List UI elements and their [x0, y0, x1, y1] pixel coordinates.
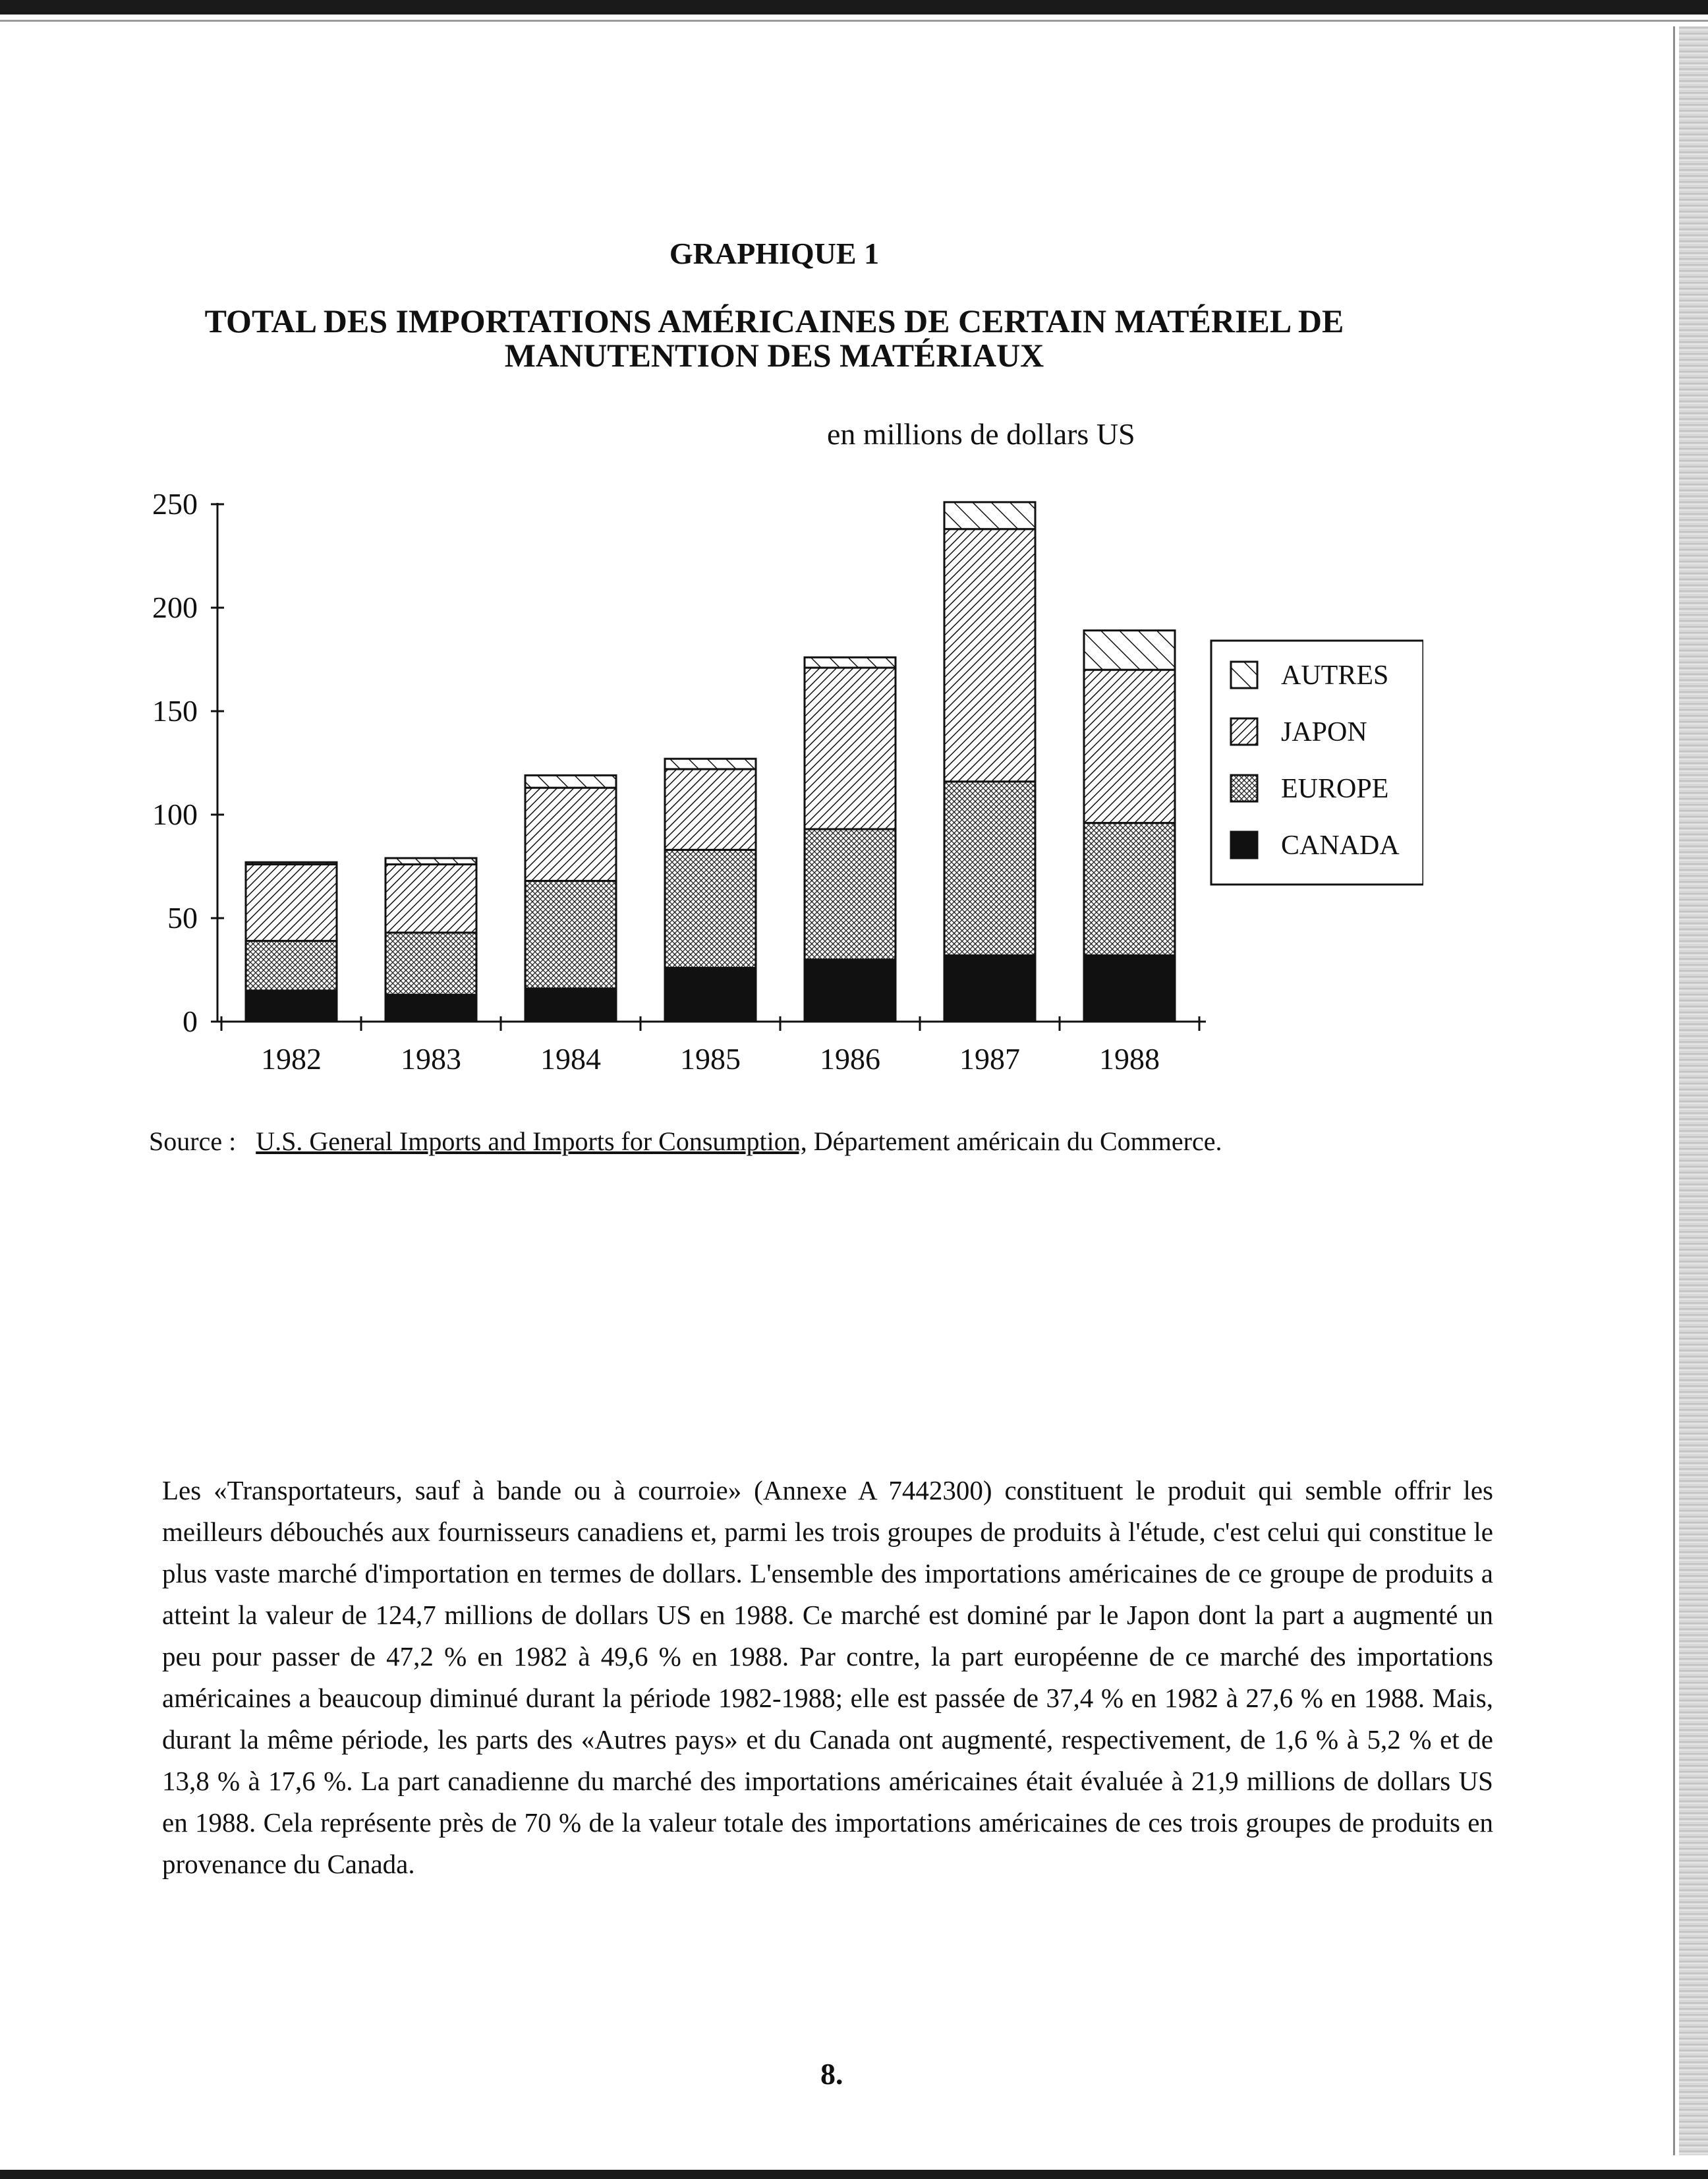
stacked-bar-chart: [119, 488, 1423, 1101]
bar-japon-1982: [246, 864, 337, 941]
bottom-border: [0, 2170, 1708, 2179]
bar-japon-1983: [385, 864, 476, 933]
legend-swatch-japon: [1231, 718, 1257, 745]
top-border-thin: [0, 20, 1708, 22]
legend-swatch-autres: [1231, 662, 1257, 688]
x-tick-label: 1984: [540, 1042, 601, 1076]
y-tick-label: 0: [183, 1004, 198, 1038]
y-tick-label: 250: [152, 488, 198, 521]
bar-canada-1984: [525, 989, 616, 1022]
chart-title-line-2: MANUTENTION DES MATÉRIAUX: [504, 337, 1044, 374]
x-tick-label: 1986: [820, 1042, 880, 1076]
graph-label: GRAPHIQUE 1: [669, 237, 880, 270]
bar-canada-1983: [385, 995, 476, 1022]
bar-japon-1984: [525, 788, 616, 881]
bar-autres-1985: [665, 759, 756, 769]
bar-autres-1987: [944, 502, 1035, 529]
x-tick-label: 1982: [261, 1042, 322, 1076]
page-number: 8.: [820, 2057, 843, 2091]
bar-europe-1983: [385, 933, 476, 995]
x-tick-label: 1985: [680, 1042, 741, 1076]
y-tick-label: 50: [167, 901, 198, 935]
legend-swatch-europe: [1231, 775, 1257, 801]
bar-europe-1988: [1084, 823, 1175, 956]
x-tick-label: 1988: [1099, 1042, 1160, 1076]
bar-europe-1986: [805, 829, 896, 960]
legend-label-japon: JAPON: [1281, 717, 1367, 747]
bar-japon-1987: [944, 529, 1035, 782]
y-tick-label: 150: [152, 694, 198, 728]
source-title: U.S. General Imports and Imports for Consumption,: [256, 1126, 807, 1156]
bar-autres-1984: [525, 775, 616, 788]
bar-autres-1983: [385, 858, 476, 864]
source-rest: Département américain du Commerce.: [813, 1126, 1222, 1156]
source-note: [149, 1126, 1222, 1157]
legend-label-autres: AUTRES: [1281, 660, 1389, 691]
units-label: en millions de dollars US: [827, 417, 1135, 451]
source-prefix: Source :: [149, 1126, 237, 1156]
scan-edge: [1679, 26, 1708, 2155]
chart-title-line-1: TOTAL DES IMPORTATIONS AMÉRICAINES DE CERTAIN MATÉRIEL DE: [204, 303, 1344, 339]
bar-canada-1987: [944, 956, 1035, 1022]
x-tick-label: 1983: [401, 1042, 461, 1076]
scan-edge-line: [1673, 26, 1675, 2155]
bar-canada-1985: [665, 968, 756, 1022]
body-paragraph: Les «Transportateurs, sauf à bande ou à courroie» (Annexe A 7442300) constituent le produit qui semble offrir les meilleurs débouchés aux fournisseurs canadiens et, parmi les trois groupes de produits à l'étude, c'est celui qui constitue le plus vaste marché d'importation en termes de dollars. L'ensemble des importations américaines de ce groupe de produits a atteint la valeur de 124,7 millions de dollars US en 1988. Ce marché est dominé par le Japon dont la part a augmenté un peu pour passer de 47,2 % en 1982 à 49,6 % en 1988. Par contre, la part européenne de ce marché des importations américaines a beaucoup diminué durant la période 1982-1988; elle est passée de 37,4 % en 1982 à 27,6 % en 1988. Mais, durant la même période, les parts des «Autres pays» et du Canada ont augmenté, respectivement, de 1,6 % à 5,2 % et de 13,8 % à 17,6 %. La part canadienne du marché des importations américaines était évaluée à 21,9 millions de dollars US en 1988. Cela représente près de 70 % de la valeur totale des importations américaines de ces trois groupes de produits en provenance du Canada.: [162, 1475, 1493, 1879]
bar-autres-1988: [1084, 631, 1175, 670]
legend-label-europe: EUROPE: [1281, 774, 1389, 804]
bar-europe-1984: [525, 881, 616, 988]
top-border: [0, 0, 1708, 15]
bar-europe-1985: [665, 850, 756, 968]
bar-canada-1986: [805, 960, 896, 1022]
bar-europe-1987: [944, 782, 1035, 956]
bar-canada-1988: [1084, 956, 1175, 1022]
y-tick-label: 200: [152, 591, 198, 624]
x-tick-label: 1987: [959, 1042, 1020, 1076]
bar-autres-1982: [246, 862, 337, 864]
bar-japon-1985: [665, 769, 756, 850]
bar-japon-1988: [1084, 670, 1175, 823]
bar-canada-1982: [246, 991, 337, 1022]
y-tick-label: 100: [152, 798, 198, 831]
bar-japon-1986: [805, 668, 896, 829]
bar-europe-1982: [246, 941, 337, 991]
legend-swatch-canada: [1231, 832, 1257, 858]
bar-autres-1986: [805, 657, 896, 668]
legend-label-canada: CANADA: [1281, 830, 1400, 861]
